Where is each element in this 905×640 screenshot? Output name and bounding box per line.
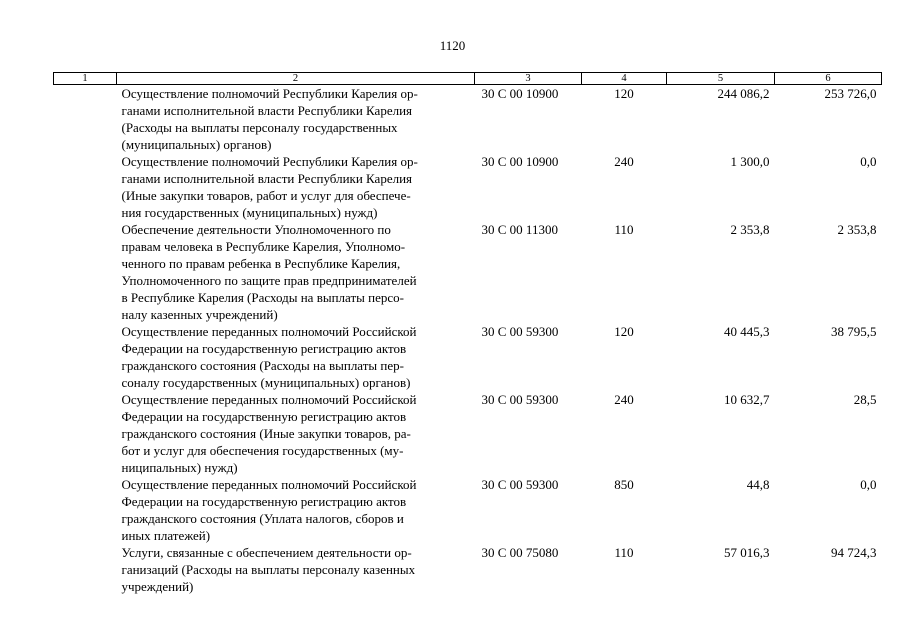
- table-row: [54, 85, 882, 154]
- amount-column-6: 28,5: [853, 392, 877, 407]
- expense-name-cell: [117, 85, 475, 154]
- row-index-cell: [54, 476, 117, 544]
- expense-name: Осуществление переданных полномочий Российской Федерации на государственную регистрацию актов гражданского состояния (Уплата налогов, сборов и иных платежей): [121, 477, 417, 543]
- expense-name: Осуществление переданных полномочий Российской Федерации на государственную регистрацию актов гражданского состояния (Иные закупки товаров, ра- бот и услуг для обеспечения государственных (му- ниципальных) нужд): [121, 392, 417, 475]
- column-header-6: 6: [775, 73, 882, 85]
- amount-column-5: 40 445,3: [724, 324, 770, 339]
- row-index-cell: [54, 544, 117, 595]
- amount-column-5: 244 086,2: [717, 86, 770, 101]
- amount-column-6: 253 726,0: [824, 86, 877, 101]
- amount-column-5: 57 016,3: [724, 545, 770, 560]
- table-row: [54, 391, 882, 476]
- expense-name-cell: [117, 476, 475, 544]
- expense-name: Обеспечение деятельности Уполномоченного по правам человека в Республике Карелия, Уполномо- ченного по правам ребенка в Республике Карелия, Уполномоченного по защите прав предпринимателей в Республике Карелия (Расходы на выплаты персо- налу казенных учреждений): [121, 222, 417, 322]
- row-index-cell: [54, 221, 117, 323]
- target-article-code: 30 С 00 59300: [481, 324, 559, 339]
- expense-name: Осуществление полномочий Республики Карелия ор- ганами исполнительной власти Республики Карелия (Расходы на выплаты персоналу государственных (муниципальных) органов): [121, 86, 418, 152]
- table-row: [54, 323, 882, 391]
- expense-name-cell: [117, 391, 475, 476]
- expense-name: Услуги, связанные с обеспечением деятельности ор- ганизаций (Расходы на выплаты персоналу казенных учреждений): [121, 545, 416, 594]
- row-index-cell: [54, 85, 117, 154]
- column-header-3: 3: [475, 73, 582, 85]
- expense-name: Осуществление переданных полномочий Российской Федерации на государственную регистрацию актов гражданского состояния (Расходы на выплаты пер- соналу государственных (муниципальных) органов): [121, 324, 417, 390]
- target-article-code: 30 С 00 11300: [481, 222, 558, 237]
- expense-type-code: 240: [614, 392, 634, 407]
- expense-name-cell: [117, 323, 475, 391]
- amount-column-6: 94 724,3: [831, 545, 877, 560]
- column-header-4: 4: [582, 73, 667, 85]
- header-row: [54, 73, 882, 85]
- column-header-5: 5: [667, 73, 775, 85]
- expense-type-code: 120: [614, 324, 634, 339]
- expense-type-code: 120: [614, 86, 634, 101]
- amount-column-5: 10 632,7: [724, 392, 770, 407]
- target-article-code: 30 С 00 10900: [481, 154, 559, 169]
- table-header: [54, 73, 882, 85]
- target-article-code: 30 С 00 10900: [481, 86, 559, 101]
- page-number: 1120: [439, 38, 466, 53]
- target-article-code: 30 С 00 59300: [481, 392, 559, 407]
- expense-name-cell: [117, 153, 475, 221]
- expense-name-cell: [117, 221, 475, 323]
- amount-column-6: 2 353,8: [837, 222, 877, 237]
- amount-column-6: 0,0: [860, 154, 877, 169]
- expense-type-code: 240: [614, 154, 634, 169]
- expense-type-code: 110: [614, 545, 634, 560]
- row-index-cell: [54, 323, 117, 391]
- row-index-cell: [54, 153, 117, 221]
- table-row: [54, 476, 882, 544]
- expense-name-cell: [117, 544, 475, 595]
- amount-column-5: 2 353,8: [730, 222, 770, 237]
- amount-column-6: 0,0: [860, 477, 877, 492]
- amount-column-5: 1 300,0: [730, 154, 770, 169]
- table-row: [54, 544, 882, 595]
- amount-column-6: 38 795,5: [831, 324, 877, 339]
- budget-table-container: [53, 72, 882, 595]
- expense-name: Осуществление полномочий Республики Карелия ор- ганами исполнительной власти Республики Карелия (Иные закупки товаров, работ и услуг для обеспече- ния государственных (муниципальных) нужд): [121, 154, 418, 220]
- table-row: [54, 153, 882, 221]
- column-header-2: 2: [117, 73, 475, 85]
- target-article-code: 30 С 00 59300: [481, 477, 559, 492]
- row-index-cell: [54, 391, 117, 476]
- table-row: [54, 221, 882, 323]
- expense-type-code: 850: [614, 477, 634, 492]
- target-article-code: 30 С 00 75080: [481, 545, 559, 560]
- budget-table: [53, 72, 882, 595]
- expense-type-code: 110: [614, 222, 634, 237]
- column-header-1: 1: [54, 73, 117, 85]
- amount-column-5: 44,8: [746, 477, 770, 492]
- table-body: [54, 85, 882, 596]
